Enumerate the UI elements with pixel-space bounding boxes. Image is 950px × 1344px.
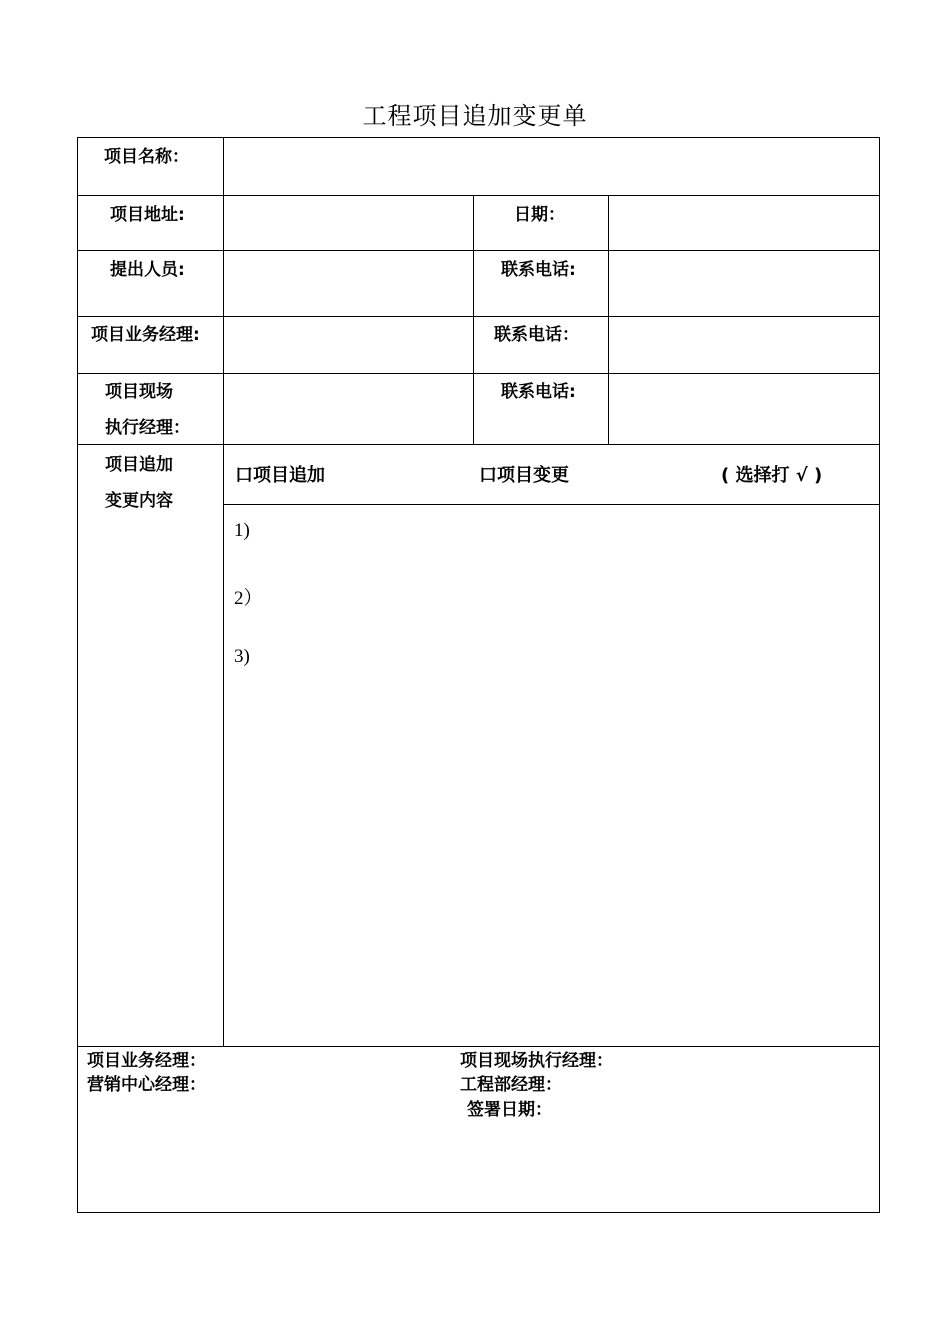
business-manager-phone-field[interactable]	[610, 318, 878, 372]
site-manager-label-line1: 项目现场	[105, 382, 173, 402]
change-content-field[interactable]	[225, 506, 878, 1045]
change-content-label-line2: 变更内容	[105, 491, 173, 511]
row-divider	[77, 316, 880, 317]
site-manager-phone-field[interactable]	[610, 375, 878, 443]
marketing-manager-signature-label: 营销中心经理：	[87, 1075, 206, 1095]
site-manager-phone-label: 联系电话:	[501, 382, 576, 402]
engineering-manager-signature-label: 工程部经理：	[460, 1075, 562, 1095]
select-hint: ( 选择打 √ )	[721, 465, 823, 486]
proposer-phone-label: 联系电话:	[501, 260, 576, 280]
site-manager-signature-label: 项目现场执行经理：	[460, 1051, 613, 1071]
list-item: 3)	[234, 646, 250, 667]
site-manager-label-line2: 执行经理：	[105, 418, 190, 438]
row-divider	[77, 444, 880, 445]
date-label: 日期：	[514, 205, 565, 225]
list-item: 1)	[234, 520, 250, 541]
row-divider	[77, 373, 880, 374]
addition-checkbox[interactable]: 口项目追加	[235, 465, 325, 486]
business-manager-phone-label: 联系电话：	[494, 325, 579, 345]
date-field[interactable]	[610, 197, 878, 249]
column-divider	[223, 137, 224, 1046]
sign-date-label: 签署日期：	[467, 1100, 552, 1120]
change-content-label-line1: 项目追加	[105, 455, 173, 475]
column-divider	[473, 195, 474, 444]
proposer-label: 提出人员:	[110, 260, 185, 280]
business-manager-signature-label: 项目业务经理：	[87, 1051, 206, 1071]
site-manager-field[interactable]	[225, 375, 471, 443]
row-divider	[77, 1046, 880, 1047]
form-title: 工程项目追加变更单	[362, 102, 588, 130]
proposer-phone-field[interactable]	[610, 252, 878, 315]
proposer-field[interactable]	[225, 252, 471, 315]
business-manager-field[interactable]	[225, 318, 471, 372]
row-divider	[77, 250, 880, 251]
business-manager-label: 项目业务经理:	[91, 325, 200, 345]
project-address-field[interactable]	[225, 197, 471, 249]
list-item: 2）	[234, 588, 263, 609]
row-divider	[223, 504, 880, 505]
change-checkbox[interactable]: 口项目变更	[479, 465, 569, 486]
column-divider	[608, 195, 609, 444]
project-address-label: 项目地址:	[110, 205, 185, 225]
project-name-label: 项目名称：	[104, 147, 189, 167]
project-name-field[interactable]	[225, 139, 878, 194]
row-divider	[77, 195, 880, 196]
